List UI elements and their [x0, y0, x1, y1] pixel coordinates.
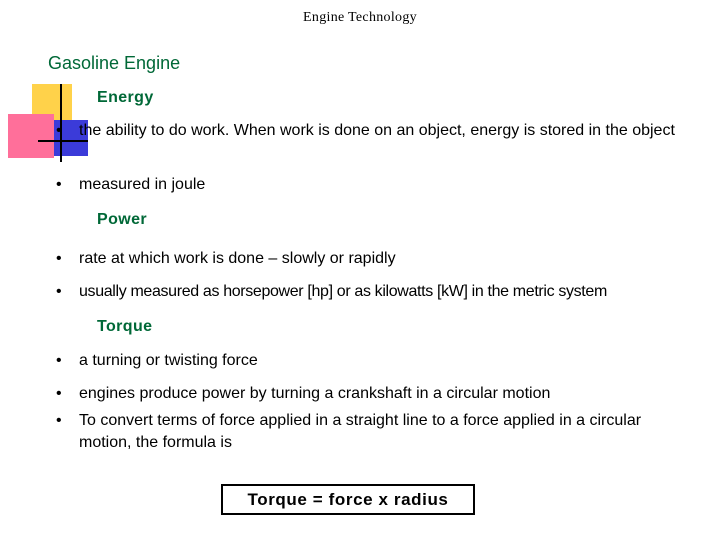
- pink-square: [8, 114, 54, 158]
- formula-text: Torque = force x radius: [247, 489, 449, 509]
- bullet-item: [56, 245, 716, 272]
- bullet-text: the ability to do work. When work is done on an object, energy is stored in the object: [79, 122, 675, 139]
- bullet-text: a turning or twisting force: [79, 352, 258, 369]
- slide-title: Gasoline Engine: [48, 53, 181, 73]
- section-heading-energy: Energy: [97, 89, 154, 106]
- bullet-dot: •: [56, 176, 62, 193]
- bullet-text: measured in joule: [79, 176, 206, 193]
- bullet-item: [56, 347, 716, 374]
- bullet-text: rate at which work is done – slowly or rapidly: [79, 250, 396, 267]
- bullet-dot: •: [56, 250, 62, 267]
- bullet-text: To convert terms of force applied in a straight line to a force applied in a circular motion, the formula is: [79, 412, 642, 451]
- bullet-text: usually measured as horsepower [hp] or as kilowatts [kW] in the metric system: [79, 283, 607, 300]
- slide-header: Engine Technology: [303, 10, 417, 25]
- bullet-dot: •: [56, 412, 62, 429]
- section-heading-torque: Torque: [97, 318, 153, 335]
- bullet-item: [56, 278, 720, 305]
- bullet-item: [56, 380, 716, 407]
- bullet-dot: •: [56, 283, 62, 300]
- bullet-dot: •: [56, 122, 62, 139]
- bullet-item: [56, 171, 716, 198]
- bullet-item: [56, 410, 666, 454]
- formula-box: [221, 484, 475, 515]
- section-heading-power: Power: [97, 211, 148, 228]
- bullet-dot: •: [56, 352, 62, 369]
- bullet-text: engines produce power by turning a crankshaft in a circular motion: [79, 385, 551, 402]
- bullet-dot: •: [56, 385, 62, 402]
- bullet-item: [56, 117, 716, 144]
